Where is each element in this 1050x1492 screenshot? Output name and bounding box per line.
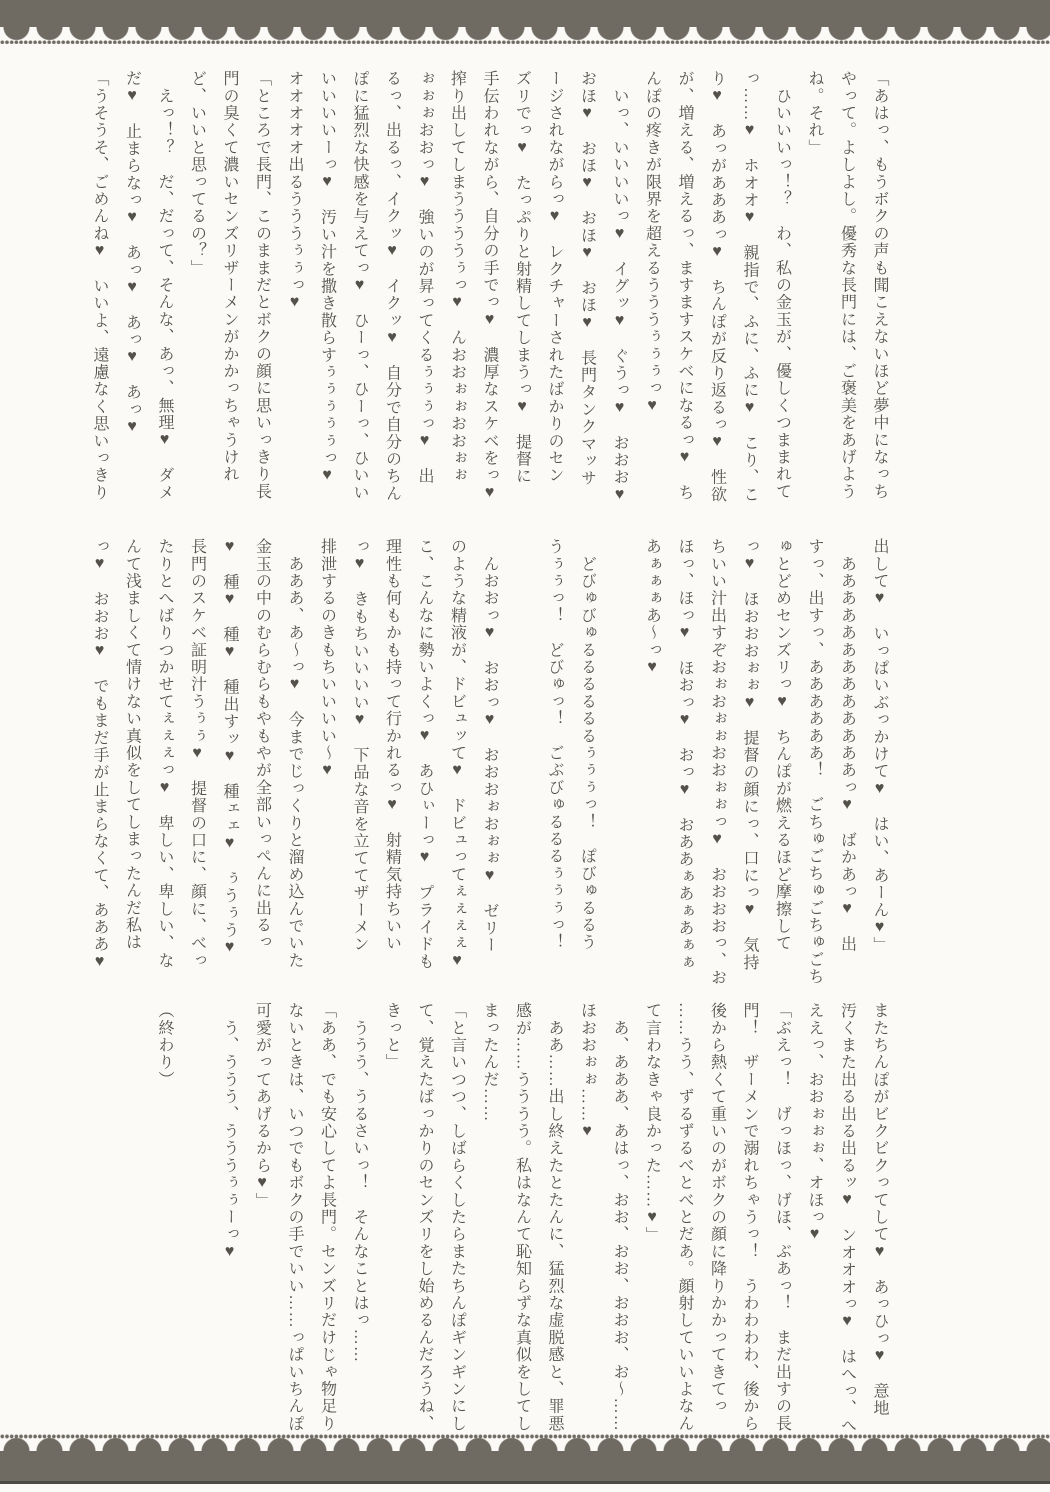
vertical-text-column: いいいいーっ♥ 汚い汁を撒き散らすぅぅぅぅぅっ♥: [318, 70, 336, 485]
vertical-text-column: が、増える、増えるっ、ますますスケベになるっ♥ ち: [676, 70, 693, 501]
vertical-text-column: 出して♥ いっぱいぶっかけて♥ はい、あーん♥」: [871, 538, 888, 954]
vertical-text-column: んぽの疼きが限界を超えるうううぅぅぅっ♥: [643, 70, 661, 415]
vertical-text-column: あ、あああ、あはっ、おお、おお、おおお、お～……: [611, 1002, 628, 1432]
vertical-text-column: いっ、いいいいっ♥ イグッ♥ ぐうっ♥ おおお♥: [611, 70, 628, 504]
vertical-text-column: たりとへばりつかせてぇぇぇっ♥ 卑しい、卑しい、な: [156, 538, 173, 969]
vertical-text-column: ど、いいと思ってるの？」: [188, 70, 206, 277]
vertical-text-column: っ……♥ ホオオ♥ 親指で、ふに、ふに♥ こり、こ: [741, 70, 758, 503]
vertical-text-column: り♥ あっがあああっ♥ ちんぽが反り返るっ♥ 性欲: [708, 70, 726, 503]
vertical-text-column: ええっ、おおぉぉぉ、オほっ♥: [806, 1002, 823, 1244]
vertical-text-column: やって。よしよし。優秀な長門には、ご褒美をあげよう: [838, 70, 856, 500]
vertical-text-column: またちんぽがビクビクってして♥ あっひっ♥ 意地: [871, 1002, 888, 1417]
vertical-text-column: ないときは、いつでもボクの手でいい……っぱいちんぽ: [286, 1002, 303, 1432]
vertical-text-column: んて浅ましくて情けない真似をしてしまったんだ私は: [123, 538, 141, 951]
text-band-middle: [83, 538, 896, 990]
vertical-text-column: だ♥ 止まらなっ♥ あっ♥ あっ♥ あっ♥: [123, 70, 141, 437]
vertical-text-column: ああ……出し終えたとたんに、猛烈な虚脱感と、罪悪: [546, 1002, 563, 1432]
vertical-text-column: 金玉の中のむらむらもやもやが全部いっぺんに出るっ: [253, 538, 271, 951]
vertical-text-column: ほっ、ほっ♥ ほおっ♥ おっ♥ おああぁあぁあぁぁ: [676, 538, 693, 971]
vertical-text-column: っ♥ ほおおおぉぉ♥ 提督の顔にっ、口にっ♥ 気持: [741, 538, 758, 971]
vertical-text-column: [180, 1002, 213, 1454]
vertical-text-column: ぉぉぉおおっ♥ 強いのが昇ってくるぅぅぅっ♥ 出: [416, 70, 433, 485]
vertical-text-column: ……うう、ずるずるべとべとだあ。顔射していいよなん: [676, 1002, 693, 1432]
vertical-text-column: 長門のスケベ証明汁うぅぅ♥ 提督の口に、顔に、べっ: [188, 538, 206, 969]
vertical-text-column: 後から熱くて重いのがボクの顔に降りかかってきてっ: [708, 1002, 726, 1415]
vertical-text-column: すっ、出すっ、ああああああ！ ごちゅごちゅごちゅごち: [806, 538, 823, 986]
vertical-text-column: ううう、うるさいっ！ そんなことはっ……: [351, 1002, 368, 1364]
vertical-text-column: ちいい汁出すぞおぉおぉぉおおぉぉっ♥ おおおおっ、お: [708, 538, 726, 987]
text-band-bottom: [148, 1002, 896, 1454]
vertical-text-column: 汚くまた出る出る出るッ♥ ンオオオっ♥ はへっ、へ: [838, 1002, 856, 1434]
vertical-text-column: んおおっ♥ おおっ♥ おおおぉおぉぉ♥ ゼリー: [481, 538, 498, 954]
vertical-text-column: 手伝われながら、自分の手でっ♥ 濃厚なスケベをっ♥: [481, 70, 498, 502]
vertical-text-column: こ、こんなに勢いよくっ♥ あひぃーっ♥ プライドも: [416, 538, 433, 970]
vertical-text-column: あぁぁぁあ～っ♥: [643, 538, 661, 677]
vertical-text-column: [603, 538, 636, 990]
vertical-text-column: るっ、出るっ、イクッ♥ イクッ♥ 自分で自分のちん: [383, 70, 401, 502]
vertical-text-column: まったんだ……: [481, 1002, 498, 1123]
vertical-text-column: ぽに猛烈な快感を与えてっ♥ ひーっ、ひーっ、ひいい: [351, 70, 368, 501]
vertical-text-column: ひいいいっ！？ わ、私の金玉が、優しくつままれて: [773, 70, 791, 500]
vertical-text-column: 排泄するのきもちいいいい～♥: [318, 538, 336, 780]
bottom-lace-border: [0, 1432, 1050, 1492]
vertical-text-column: 「あはっ、もうボクの声も聞こえないほど夢中になっち: [871, 70, 888, 500]
vertical-text-column: 搾り出してしまううううぅっ♥ んおおぉぉおおぉぉ: [448, 70, 466, 484]
vertical-text-column: あああ、あ～っ♥ 今までじっくりと溜め込んでいた: [286, 538, 303, 969]
vertical-text-column: っ♥ きもちいいいい♥ 下品な音を立ててザーメン: [351, 538, 368, 953]
vertical-text-column: えっ！？ だ、だって、そんな、あっ、無理♥ ダメ: [156, 70, 173, 501]
vertical-text-column: 「うそうそ、ごめんね♥ いいよ、遠慮なく思いっきり: [91, 70, 108, 501]
vertical-text-column: きっと」: [383, 1002, 401, 1071]
vertical-text-column: ね。それ」: [806, 70, 823, 156]
vertical-text-column: うぅぅっ！ どびゅっ！ ごぶびゅるるるぅぅぅっ！: [546, 538, 563, 951]
vertical-text-column: 可愛がってあげるから♥」: [253, 1002, 271, 1210]
vertical-text-column: っ♥ おおお♥ でもまだ手が止まらなくて、あああ♥: [91, 538, 108, 971]
vertical-text-column: 感が……うううう。私はなんて恥知らずな真似をしてし: [513, 1002, 531, 1432]
vertical-text-column: 「と言いつつ、しばらくしたらまたちんぽギンギンにし: [448, 1002, 466, 1432]
vertical-text-column: う、ううう、うううぅぅーっ♥: [221, 1002, 238, 1261]
vertical-text-column: 門！ ザーメンで溺れちゃうっ！ うわわわわ、後から: [741, 1002, 758, 1432]
vertical-text-column: 「ぶえっ！ げっほっ、げほ、ぶあっ！ まだ出すの長: [773, 1002, 791, 1432]
vertical-text-column: ほおおぉぉ……♥: [578, 1002, 596, 1141]
vertical-text-column: 門の臭くて濃いセンズリザーメンがかかっちゃうけれ: [221, 70, 238, 483]
vertical-text-column: ゅとどめセンズリっ♥ ちんぽが燃えるほど摩擦して: [773, 538, 791, 952]
vertical-text-column: （終わり）: [156, 1002, 173, 1088]
vertical-text-column: のような精液が、ドビュッて♥ ドビュってぇぇぇぇ♥: [448, 538, 466, 970]
vertical-text-column: て言わなきゃ良かった……♥」: [643, 1002, 661, 1244]
vertical-text-column: どびゅびゅるるるるるるぅぅぅっ！ ぽびゅるるう: [578, 538, 596, 951]
vertical-text-column: おほ♥ おほ♥ おほ♥ おほ♥ 長門タンクマッサ: [578, 70, 596, 487]
vertical-text-column: オオオオオ出るうううぅぅっ♥: [286, 70, 303, 312]
top-lace-border: [0, 0, 1050, 46]
vertical-text-column: て、覚えたばっかりのセンズリをし始めるんだろうね、: [416, 1002, 433, 1432]
vertical-text-column: 「ところで長門、このままだとボクの顔に思いっきり長: [253, 70, 271, 500]
vertical-text-column: ズリでっ♥ たっぷりと射精してしまうっ♥ 提督に: [513, 70, 531, 485]
vertical-text-column: [505, 538, 538, 990]
vertical-text-column: 「ああ、でも安心してよ長門。センズリだけじゃ物足り: [318, 1002, 336, 1432]
vertical-text-column: あああああああああああああっ♥ ばかあっ♥ 出: [838, 538, 856, 953]
vertical-text-column: ♥ 種♥ 種♥ 種出すッ♥ 種ェェ♥ ぅうぅう♥: [221, 538, 238, 957]
vertical-text-column: ージされながらっ♥ レクチャーされたばかりのセン: [546, 70, 563, 484]
text-band-top: [83, 70, 896, 522]
vertical-text-column: 理性も何もかも持って行かれるっ♥ 射精気持ちいい: [383, 538, 401, 952]
